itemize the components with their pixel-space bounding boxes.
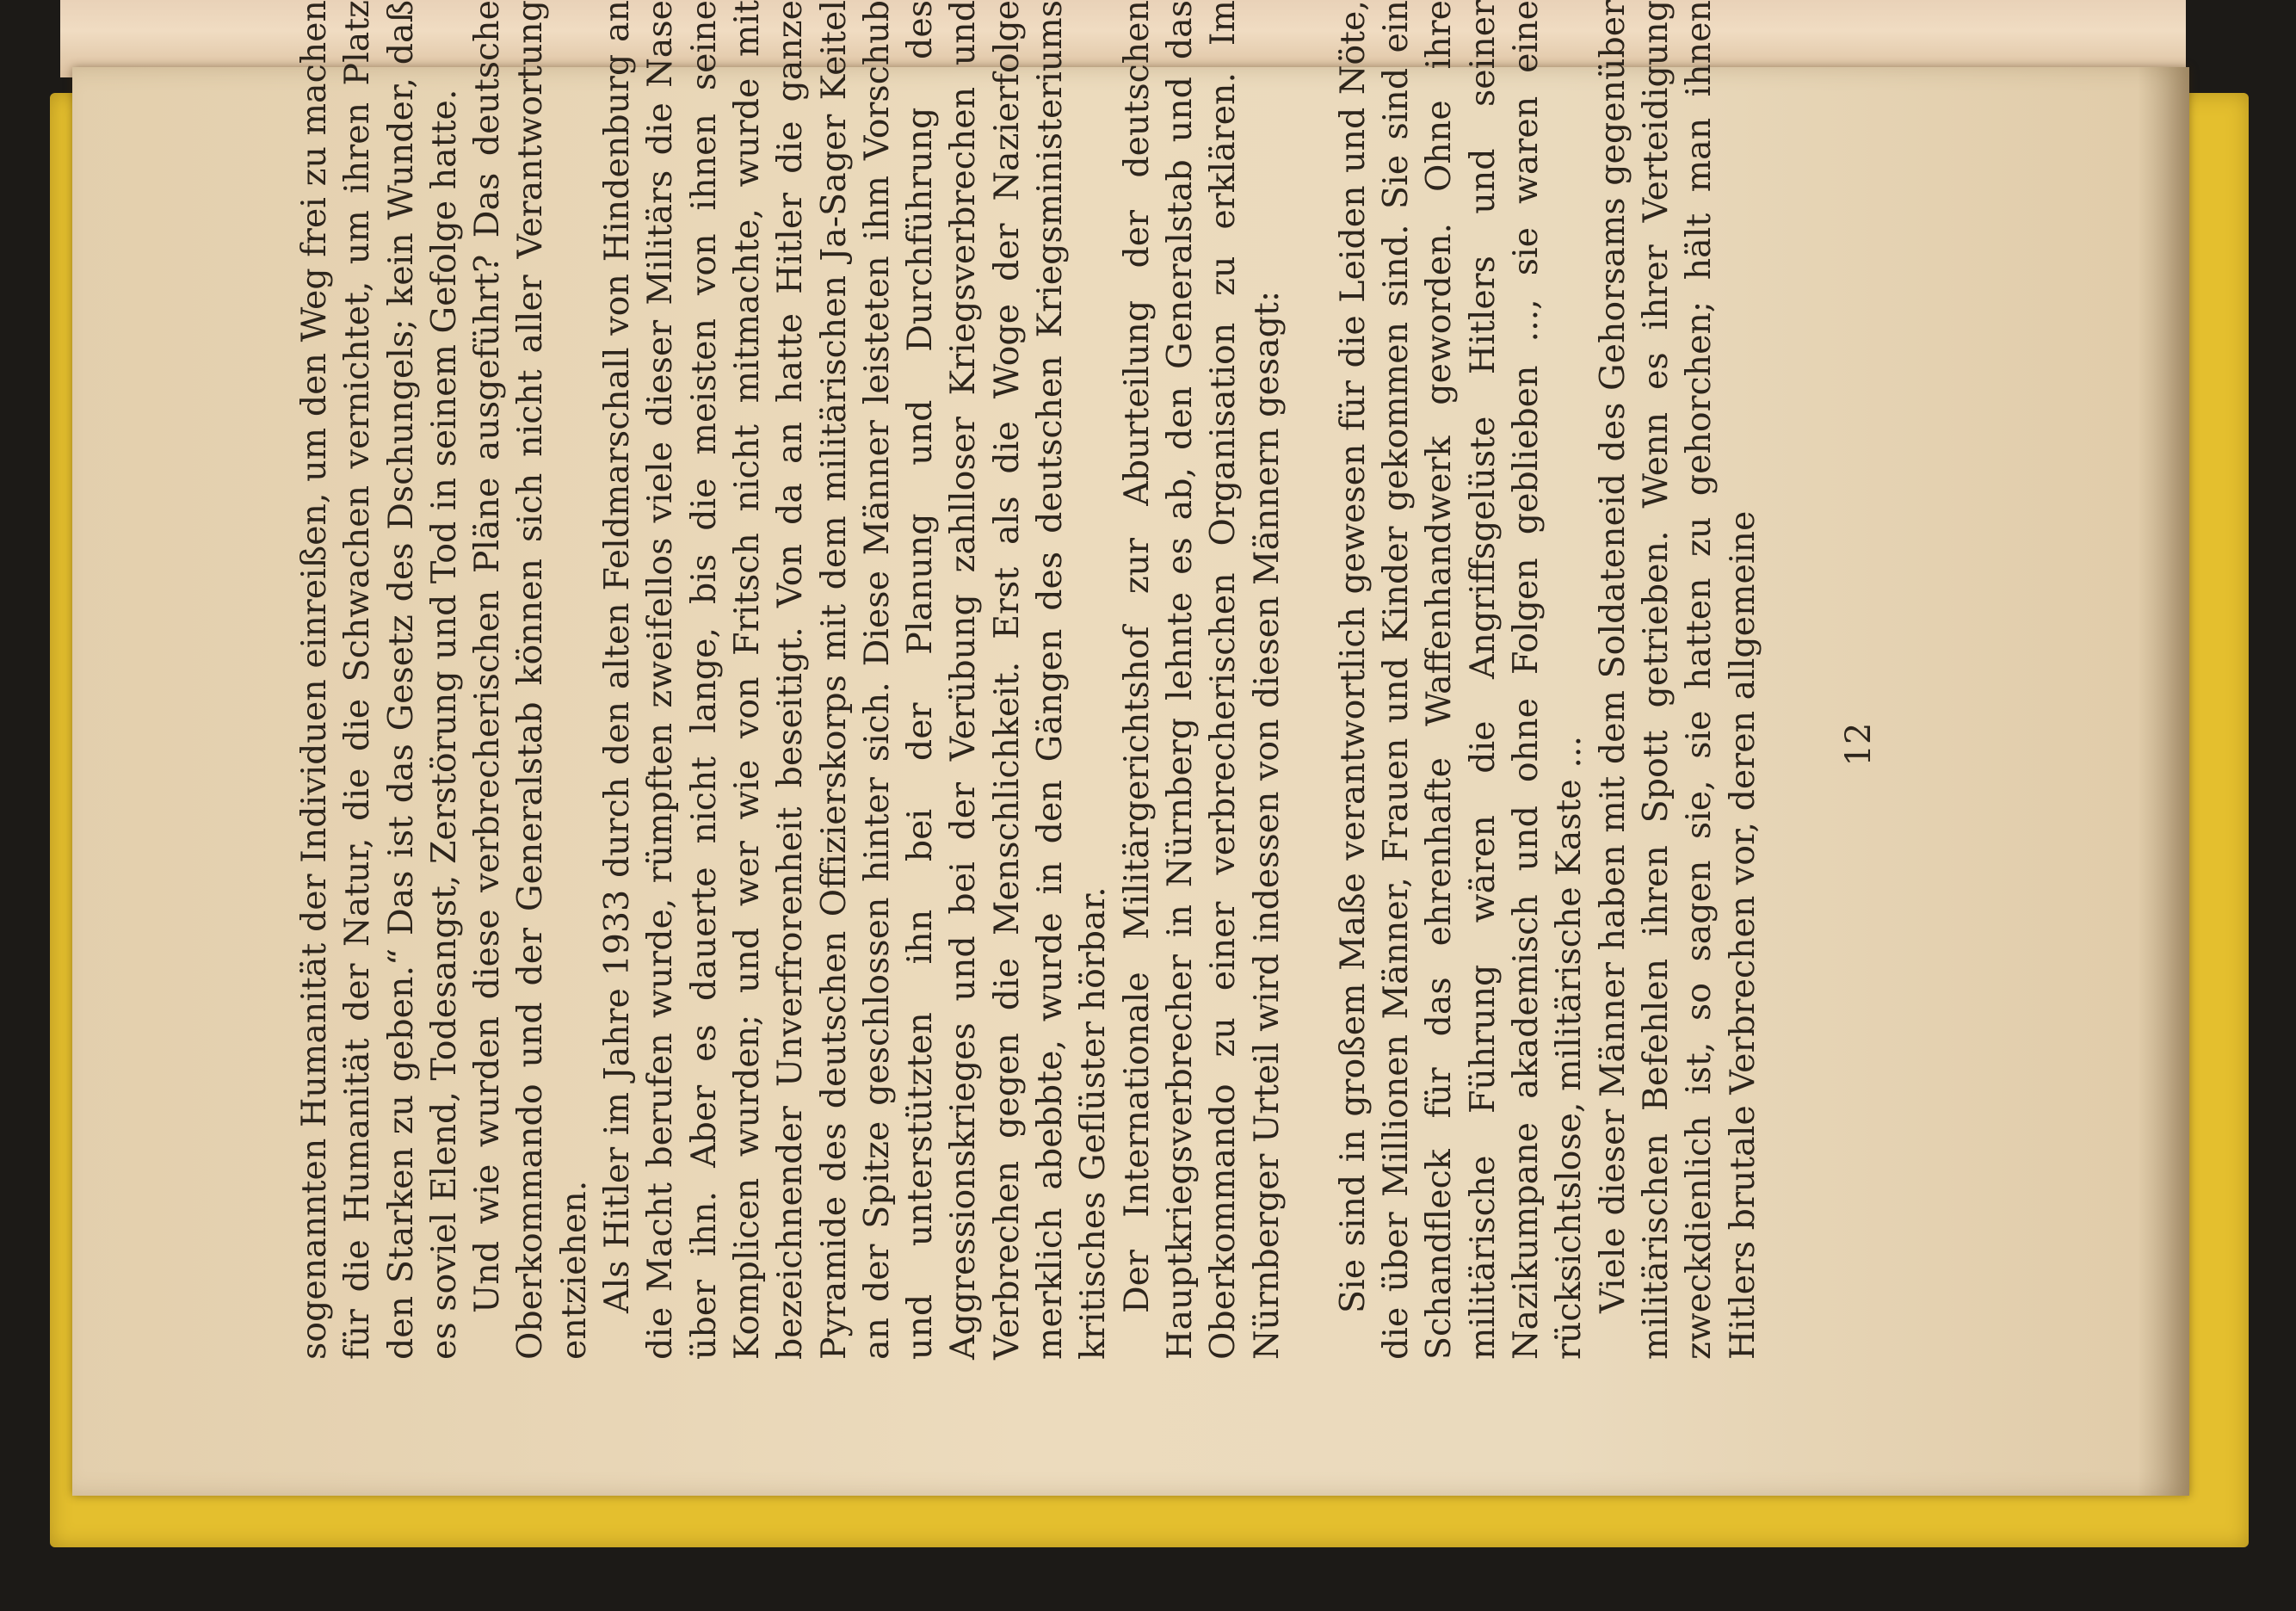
quote-paragraph: Viele dieser Männer haben mit dem Soldateneid des Gehorsams gegenüber militärischen Befehlen ihren Spott getrieben. Wenn es ihrer Verteidigung zweckdienlich ist, so sagen sie, sie hatten zu gehorchen; hält man ihnen Hitlers brutale Verbrechen vor, deren allgemeine [1592, 0, 1762, 1360]
page-number: 12 [1839, 722, 1879, 767]
page-text [293, 0, 1833, 1360]
paragraph: Der Internationale Militärgerichtshof zur Aburteilung der deutschen Hauptkriegsverbrecher in Nürnberg lehnte es ab, den Generalstab und das Oberkommando zu einer verbrecherischen Organisation zu erklären. Im Nürnberger Urteil wird indessen von diesen Männern gesagt: [1116, 0, 1287, 1360]
paragraph: Als Hitler im Jahre 1933 durch den alten Feldmarschall von Hindenburg an die Macht berufen wurde, rümpften zweifellos viele dieser Militärs die Nase über ihn. Aber es dauerte nicht lange, bis die meisten von ihnen seine Komplicen wurden; und wer wie von Fritsch nicht mitmachte, wurde mit bezeichnender Unverfrorenheit beseitigt. Von da an hatte Hitler die ganze Pyramide des deutschen Offizierskorps mit dem militärischen Ja-Sager Keitel an der Spitze geschlossen hinter sich. Diese Männer leisteten ihm Vorschub und unterstützten ihn bei der Planung und Durchführung des Aggressionskrieges und bei der Verübung zahlloser Kriegsverbrechen und Verbrechen gegen die Menschlichkeit. Erst als die Woge der Nazierfolge merklich abebbte, wurde in den Gängen des deutschen Kriegsministeriums kritisches Geflüster hörbar. [597, 0, 1114, 1360]
paragraph: sogenannten Humanität der Individuen einreißen, um den Weg frei zu machen für die Humanität der Natur, die die Schwachen vernichtet, um ihren Platz den Starken zu geben.“ Das ist das Gesetz des Dschungels; kein Wunder, daß es soviel Elend, Todesangst, Zerstörung und Tod in seinem Gefolge hatte. [294, 0, 464, 1360]
page-gutter [2138, 67, 2189, 1496]
paragraph: Und wie wurden diese verbrecherischen Pläne ausgeführt? Das deutsche Oberkommando und der Generalstab können sich nicht aller Verantwortung entziehen. [467, 0, 594, 1360]
court-quote [1331, 0, 1764, 1360]
quote-paragraph: Sie sind in großem Maße verantwortlich gewesen für die Leiden und Nöte, die über Millionen Männer, Frauen und Kinder gekommen sind. Sie sind ein Schandfleck für das ehrenhafte Waffenhandwerk geworden. Ohne ihre militärische Führung wären die Angriffsgelüste Hitlers und seiner Nazikumpane akademisch und ohne Folgen geblieben ..., sie waren eine rücksichtslose, militärische Kaste ... [1332, 0, 1589, 1360]
